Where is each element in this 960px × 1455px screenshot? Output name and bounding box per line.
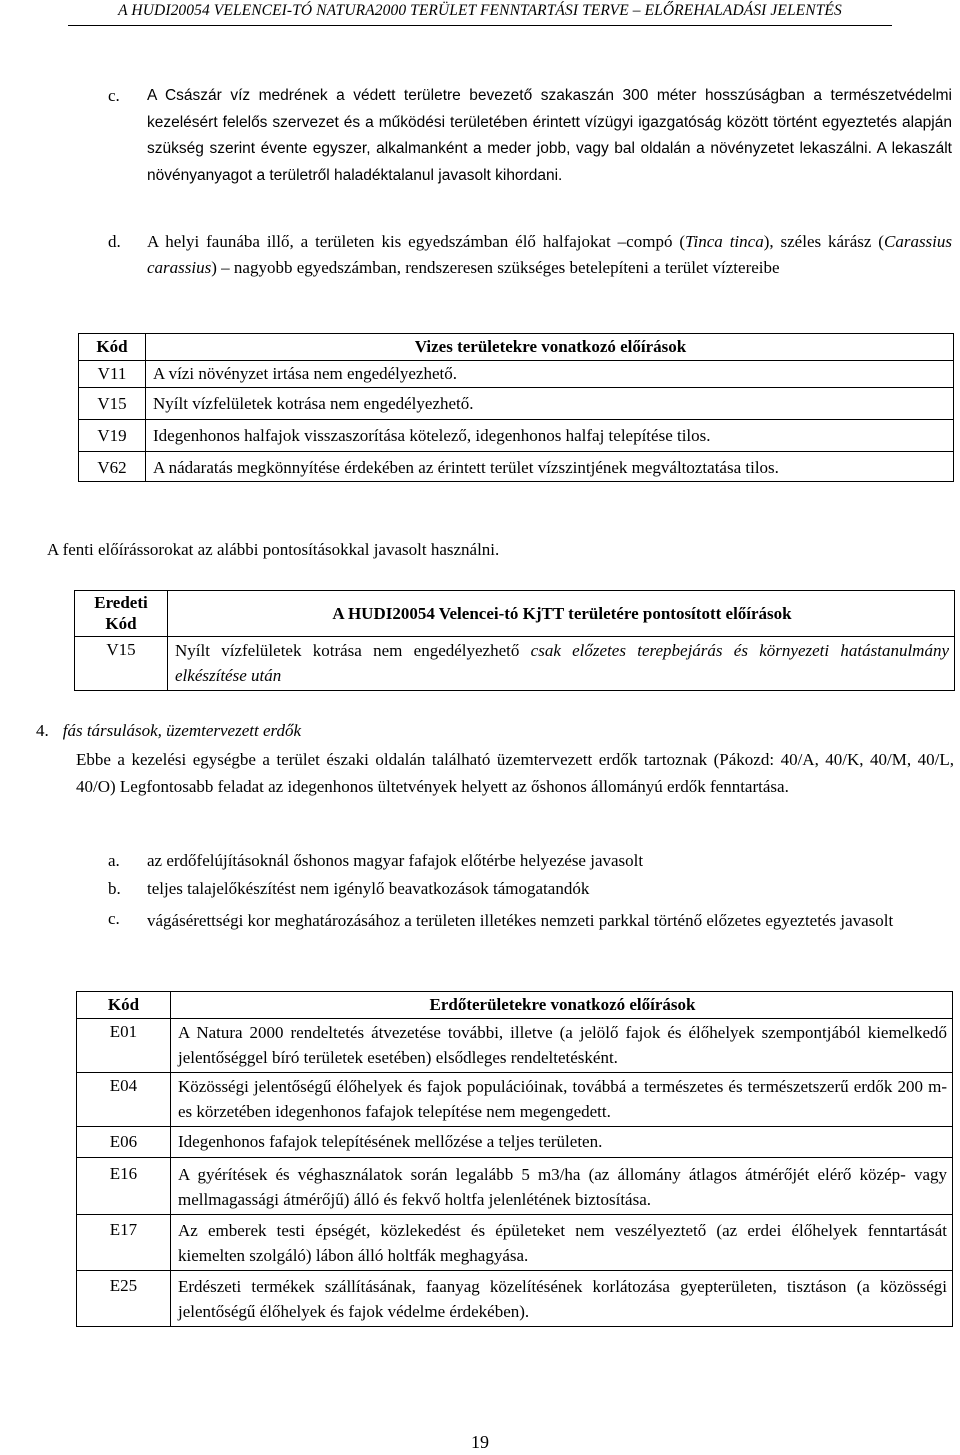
modified-rules-table (74, 590, 955, 691)
item-d-part2: ), széles kárász ( (763, 232, 884, 251)
list-item-mark: a. (108, 851, 120, 870)
rule-text: Közösségi jelentőségű élőhelyek és fajok populációinak, továbbá a természetes és természetszerű erdők 200 m-es körzetében idegenhonos fafajok telepítése nem megengedett. (171, 1073, 953, 1127)
rule-code: E17 (77, 1215, 171, 1271)
rule-code: V15 (79, 388, 146, 420)
rule-text: A gyérítések és véghasználatok során legalább 5 m3/ha (az állomány átlagos átmérőjét elérő közép- vagy mellmagassági átmérőjű) álló és fekvő holtfa jelenlétének biztosítása. (171, 1158, 953, 1215)
item-d-part3: ) – nagyobb egyedszámban, rendszeresen szükséges betelepíteni a terület víztereibe (211, 258, 780, 277)
column-header-rules: Vizes területekre vonatkozó előírások (146, 334, 954, 361)
item-c-text: A Császár víz medrének a védett területre bevezető szakaszán 300 méter hosszúságban a természetvédelmi kezelésért felelős szervezet és a működési területében érintett vízügyi igazgatóság között történt egyeztetés alapján szükség szerint évente egyszer, alkalmanként a meder jobb, vagy bal oldalán a növényzetet lekaszálni. A lekaszált növényanyagot a területről haladéktalanul javasolt kihordani. (147, 87, 952, 184)
rule-text: Az emberek testi épségét, közlekedést és épületeket nem veszélyeztető (az erdei élőhelyek fenntartását kiemelten szolgáló) lábon álló holtfák meghagyása. (171, 1215, 953, 1271)
table-row (79, 388, 954, 420)
column-header-original-code: Eredeti Kód (75, 591, 168, 637)
rule-code: E06 (77, 1127, 171, 1158)
rule-text: Erdészeti termékek szállításának, faanyag közelítésének korlátozása gyepterületen, tisztáson (a közösségi jelentőségű élőhelyek és fajok védelme érdekében). (171, 1271, 953, 1327)
running-header: A HUDI20054 VELENCEI-TÓ NATURA2000 TERÜLET FENNTARTÁSI TERVE – ELŐREHALADÁSI JELENTÉS (118, 2, 842, 19)
page-number: 19 (471, 1432, 489, 1452)
rule-text-plain: Nyílt vízfelületek kotrása nem engedélyezhető (175, 641, 531, 660)
item-d-text (147, 229, 952, 281)
table-row (77, 1158, 953, 1215)
table-header-row (75, 591, 955, 637)
table-header-row (79, 334, 954, 361)
rule-code: E25 (77, 1271, 171, 1327)
table-row (79, 452, 954, 482)
section-4-paragraph: Ebbe a kezelési egységbe a terület északi oldalán található üzemtervezett erdők tartoznak (Pákozd: 40/A, 40/K, 40/M, 40/L, 40/O) Legfontosabb feladat az idegenhonos ültetvények helyett az őshonos állományú erdők fenntartása. (76, 750, 954, 796)
rule-text: A Natura 2000 rendeltetés átvezetése további, illetve (a jelölő fajok és élőhelyek szempontjából kiemelkedő jelentőséggel bíró területek esetében) elsődleges rendeltetésként. (171, 1019, 953, 1073)
column-header-rules: Erdőterületekre vonatkozó előírások (171, 992, 953, 1019)
header-rule (68, 25, 892, 26)
rule-text: Idegenhonos halfajok visszaszorítása kötelező, idegenhonos halfaj telepítése tilos. (146, 420, 954, 452)
forest-rules-table (76, 991, 953, 1327)
modifications-intro: A fenti előírássorokat az alábbi pontosításokkal javasolt használni. (47, 540, 500, 559)
item-d-species-1: Tinca tinca (685, 232, 764, 251)
section-number: 4. (36, 721, 49, 740)
table-row (77, 1073, 953, 1127)
table-header-row (77, 992, 953, 1019)
section-title: fás társulások, üzemtervezett erdők (62, 721, 302, 740)
item-d-part1: A helyi faunába illő, a területen kis egyedszámban élő halfajokat –compó ( (147, 232, 686, 251)
rule-text (168, 637, 955, 691)
column-header-code: Kód (77, 992, 171, 1019)
table-row (79, 420, 954, 452)
rule-text: Idegenhonos fafajok telepítésének mellőzése a teljes területen. (171, 1127, 953, 1158)
section-4-heading (36, 718, 916, 744)
rule-code: E04 (77, 1073, 171, 1127)
list-item-text: teljes talajelőkészítést nem igénylő beavatkozások támogatandók (147, 879, 590, 898)
item-d-mark: d. (108, 232, 121, 251)
list-item-mark: c. (108, 909, 120, 928)
rule-code: V15 (75, 637, 168, 691)
wetland-rules-table (78, 333, 954, 482)
list-item-mark: b. (108, 879, 121, 898)
table-row (77, 1019, 953, 1073)
rule-text: A nádaratás megkönnyítése érdekében az érintett terület vízszintjének megváltoztatása tilos. (146, 452, 954, 482)
table-row (75, 637, 955, 691)
rule-text: A vízi növényzet irtása nem engedélyezhető. (146, 361, 954, 388)
rule-code: V62 (79, 452, 146, 482)
item-d-species-2: Carassius carassius (147, 232, 953, 277)
rule-text: Nyílt vízfelületek kotrása nem engedélyezhető. (146, 388, 954, 420)
table-row (77, 1271, 953, 1327)
list-item-text: vágásérettségi kor meghatározásához a területen illetékes nemzeti parkkal történő előzetes egyeztetés javasolt (147, 911, 894, 930)
table-row (77, 1215, 953, 1271)
rule-text-condition: csak előzetes terepbejárás és környezeti hatástanulmány elkészítése után (175, 641, 949, 685)
table-row (79, 361, 954, 388)
column-header-code: Kód (79, 334, 146, 361)
table-row (77, 1127, 953, 1158)
rule-code: E01 (77, 1019, 171, 1073)
list-item-text: az erdőfelújításoknál őshonos magyar fafajok előtérbe helyezése javasolt (147, 851, 644, 870)
column-header-refined-rules: A HUDI20054 Velencei-tó KjTT területére pontosított előírások (168, 591, 955, 637)
rule-code: V11 (79, 361, 146, 388)
item-c-mark: c. (108, 86, 120, 105)
rule-code: E16 (77, 1158, 171, 1215)
rule-code: V19 (79, 420, 146, 452)
